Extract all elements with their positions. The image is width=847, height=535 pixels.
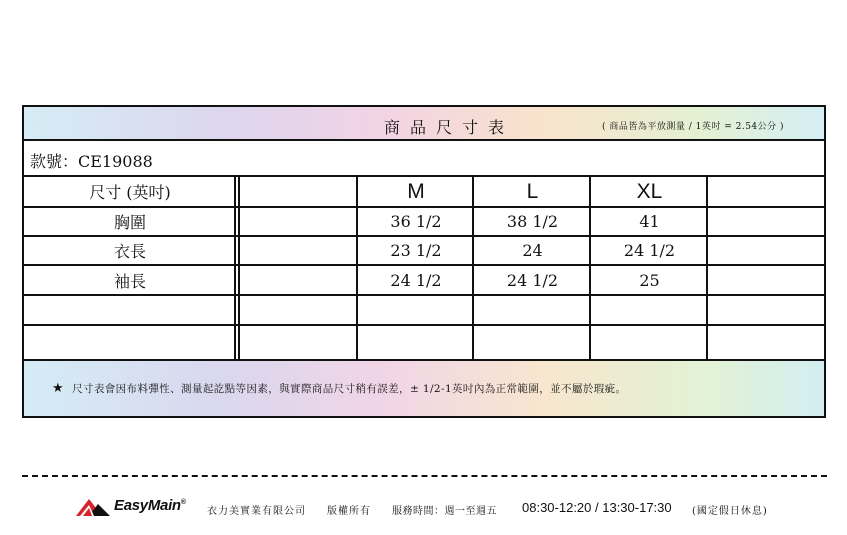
size-xl: XL [636,179,663,203]
footer [76,494,836,524]
value-cell: 41 [639,212,660,231]
style-code-row [24,141,824,177]
disclaimer-row [24,361,824,416]
column-divider [238,177,240,361]
row-label-sleeve: 袖長 [113,271,146,291]
star-icon: ★ [52,381,65,396]
registered-mark: ® [180,499,186,506]
column-divider [589,177,591,361]
table-row [24,208,824,237]
service-hours-label: 服務時間：週一至週五 [392,506,497,517]
row-label-length: 衣長 [113,242,146,261]
value-cell: 24 [522,241,543,260]
brand-name: EasyMain [114,497,181,514]
footer-divider [22,475,827,477]
style-code: 款號：CE19088 [30,152,153,171]
company-name: 衣力美實業有限公司 [207,506,306,517]
row-label-chest: 胸圍 [113,213,146,232]
value-cell: 24 1/2 [623,241,676,260]
table-row-empty [24,296,824,326]
table-row [24,266,824,296]
brand-logo [114,497,186,514]
value-cell: 23 1/2 [390,241,442,260]
table-row-empty [24,326,824,361]
value-cell: 24 1/2 [390,270,442,290]
disclaimer-text: 尺寸表會因布料彈性、測量起訖點等因素，與實際商品尺寸稍有誤差，± 1/2-1英吋內為正常範圍，並不屬於瑕疵。 [72,383,627,395]
size-l: L [526,179,539,203]
size-header-row [24,177,824,208]
holiday-note: (國定假日休息) [692,506,768,517]
size-chart [22,105,826,418]
disclaimer [52,381,626,396]
column-divider [472,177,474,361]
column-divider [234,177,236,361]
copyright-text: 版權所有 [327,506,371,517]
chart-title: 商品尺寸表 [384,118,515,137]
size-m: M [407,179,425,203]
value-cell: 24 1/2 [506,270,559,290]
mountain-logo-icon [76,496,110,518]
value-cell: 25 [639,270,660,290]
corner-label: 尺寸 (英吋) [89,183,171,202]
column-divider [356,177,358,361]
column-divider [706,177,708,361]
value-cell: 36 1/2 [390,212,442,231]
measurement-note: ( 商品皆為平放測量 / 1英吋 = 2.54公分 ) [602,122,785,132]
service-hours: 08:30-12:20 / 13:30-17:30 [522,500,672,515]
table-row [24,237,824,266]
value-cell: 38 1/2 [506,212,559,231]
size-chart-header [24,107,824,141]
